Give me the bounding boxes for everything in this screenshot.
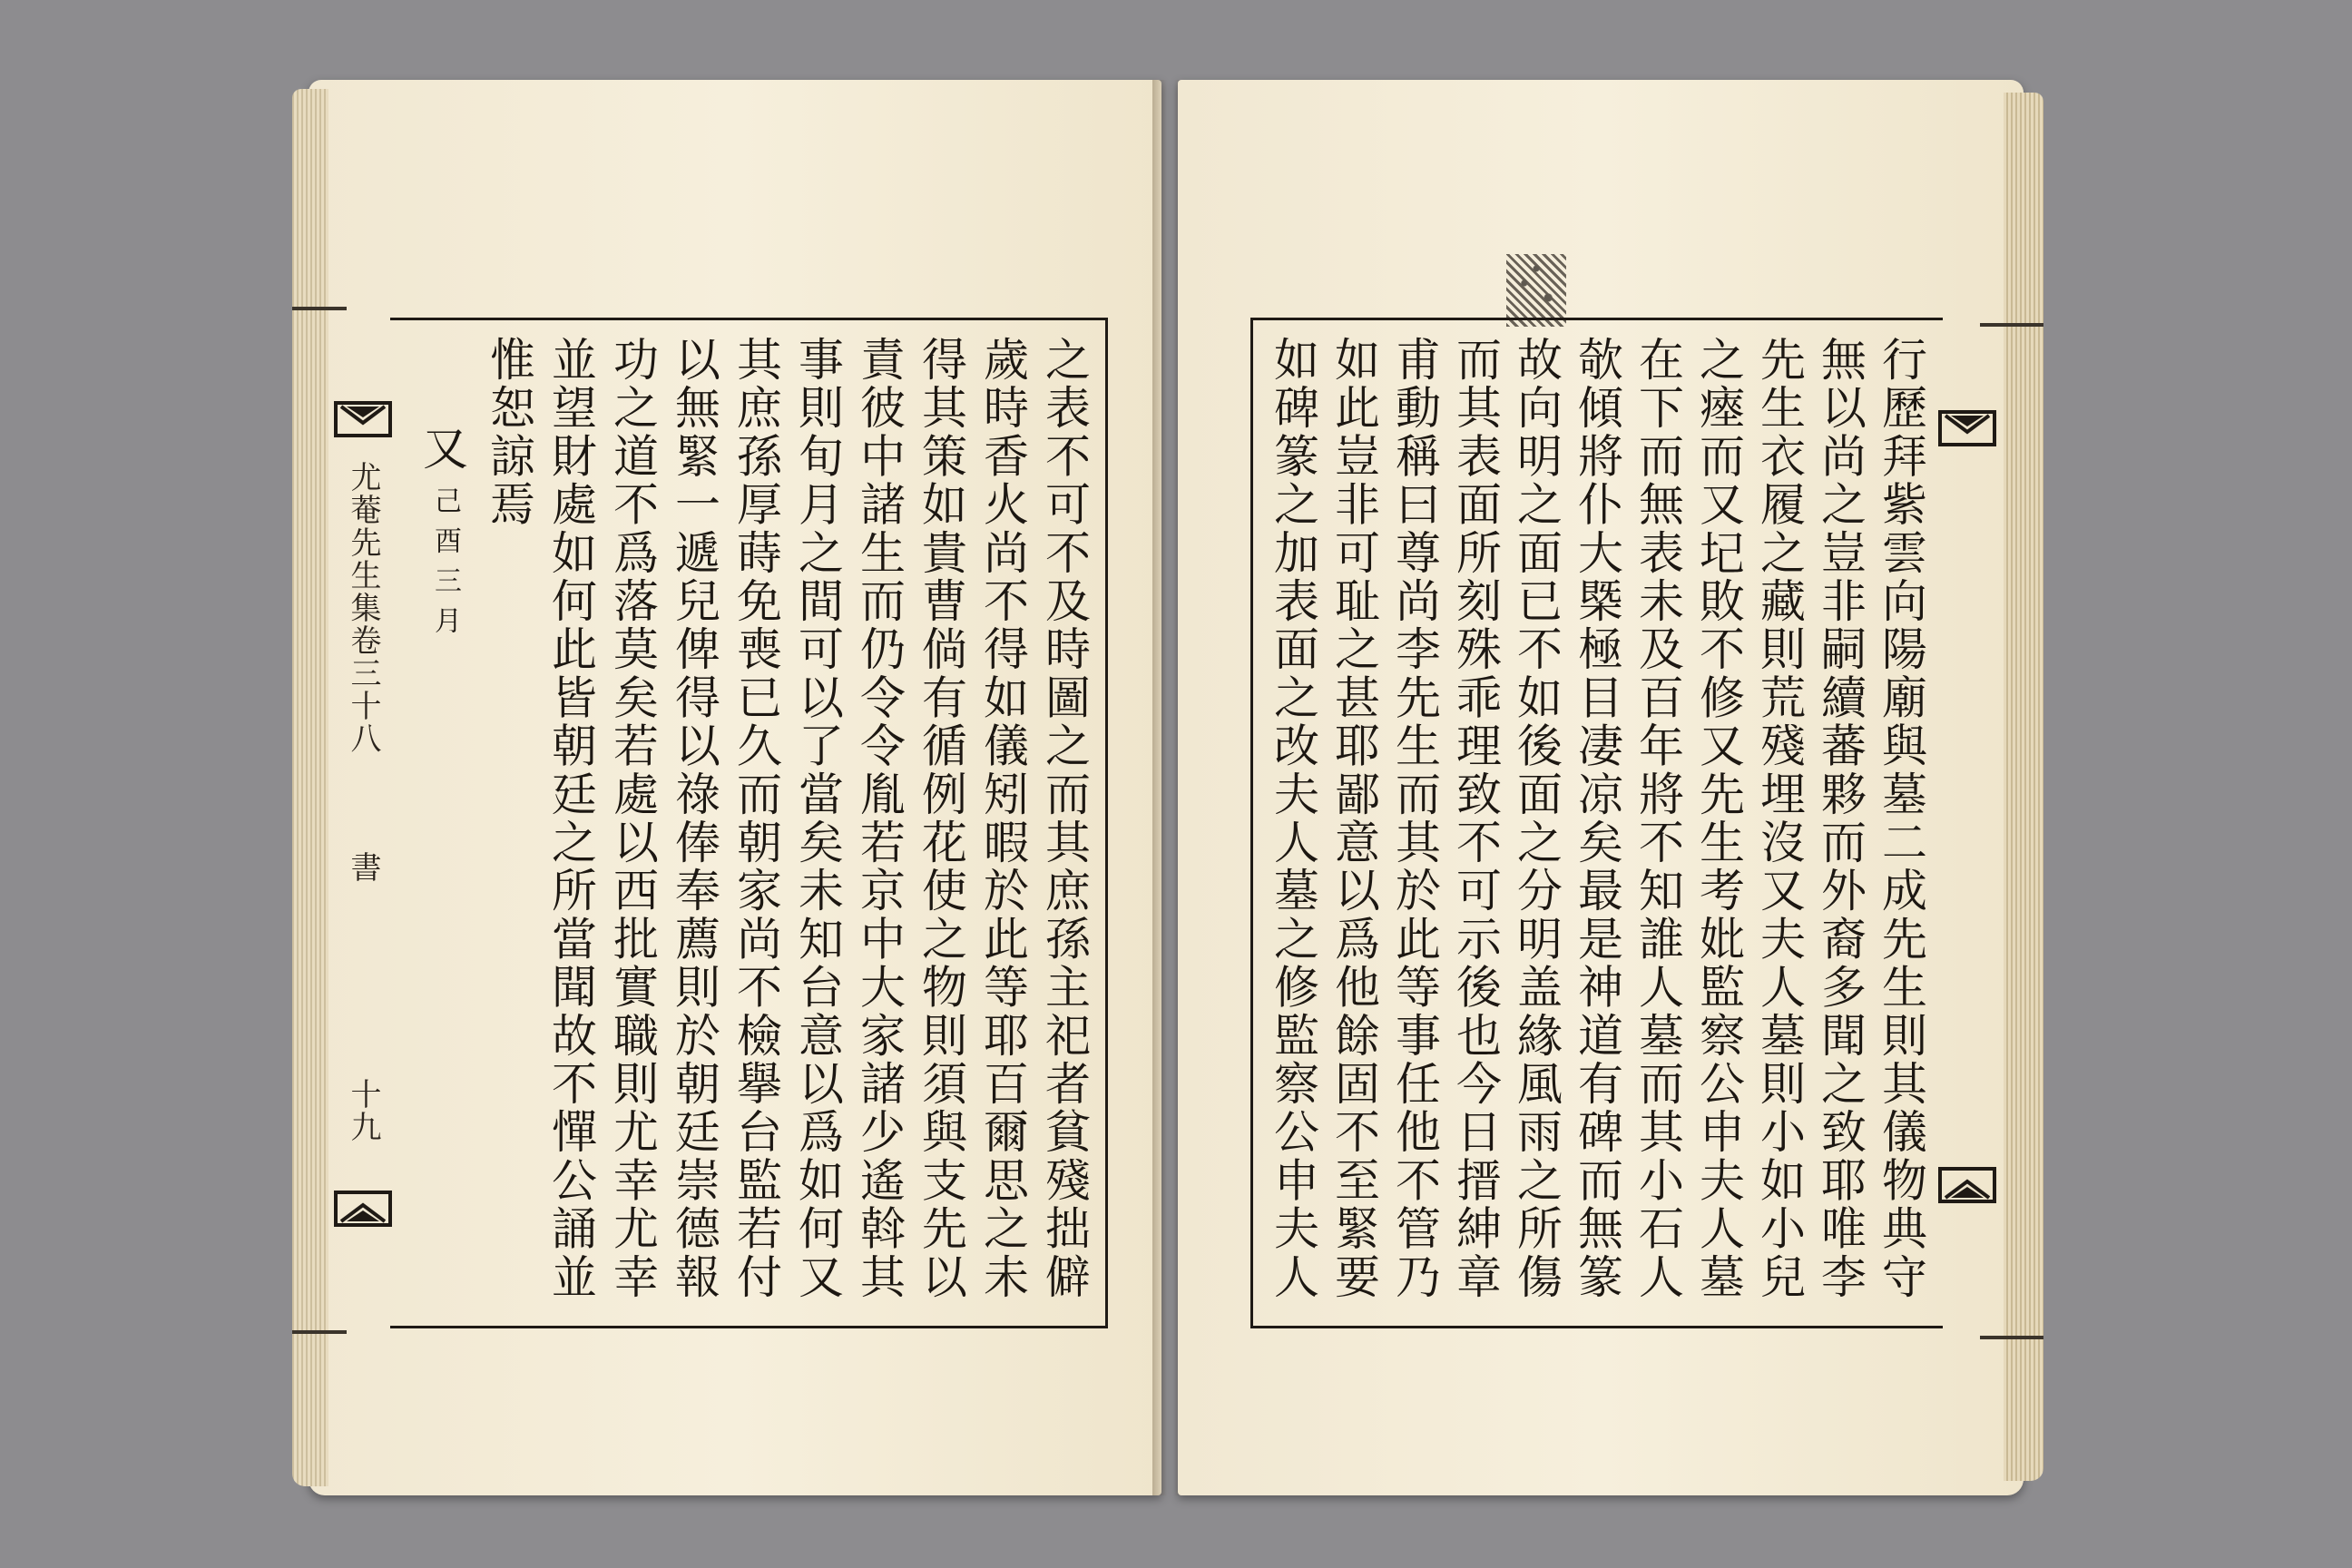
open-book xyxy=(309,80,2024,1495)
text-column: 故向明之面已不如後面之分明盖緣風雨之所傷 xyxy=(1510,336,1563,1301)
text-column: 甫動稱曰尊尚李先生而其於此等事任他不管乃 xyxy=(1388,336,1441,1301)
text-column: 欹傾將仆大槩極目凄凉矣最是神道有碑而無篆 xyxy=(1571,336,1623,1301)
print-damage-mark xyxy=(1506,254,1566,327)
text-column: 其庶孫厚蒔免喪已久而朝家尚不檢擧台監若付 xyxy=(730,336,782,1301)
fishtail-ornament-icon xyxy=(334,399,392,439)
right-page xyxy=(1178,80,2024,1495)
section-label: 書 xyxy=(345,851,381,884)
text-column: 先生衣履之藏則荒殘埋沒又夫人墓則小如小兒 xyxy=(1753,336,1806,1301)
binding-thread xyxy=(292,307,347,310)
page-number: 十九 xyxy=(345,1078,381,1143)
fishtail-ornament-icon xyxy=(334,1189,392,1229)
text-column: 事則旬月之間可以了當矣未知台意以爲如何又 xyxy=(791,336,844,1301)
text-column: 惟恕諒焉 xyxy=(483,336,535,529)
letter-heading: 又 xyxy=(416,425,468,474)
text-column: 得其策如貴曹倘有循例花使之物則須與支先以 xyxy=(915,336,967,1301)
left-page-edge xyxy=(292,89,328,1486)
left-page xyxy=(309,80,1161,1495)
binding-thread xyxy=(1980,1336,2043,1339)
text-column: 功之道不爲落莫矣若處以西批實職則尤幸尤幸 xyxy=(606,336,659,1301)
text-column: 如此豈非可耻之甚耶鄙意以爲他餘固不至緊要 xyxy=(1328,336,1380,1301)
text-column: 之表不可不及時圖之而其庶孫主祀者貧殘拙僻 xyxy=(1038,336,1091,1301)
text-column: 並望財處如何此皆朝廷之所當聞故不憚公誦並 xyxy=(544,336,597,1301)
text-column: 在下而無表未及百年將不知誰人墓而其小石人 xyxy=(1632,336,1684,1301)
right-page-edge xyxy=(2004,93,2043,1481)
date-note: 己酉三月 xyxy=(429,486,461,646)
binding-thread xyxy=(1980,323,2043,327)
text-column: 行歷拜紫雲向陽廟與墓二成先生則其儀物典守 xyxy=(1875,336,1927,1301)
text-column: 之瘞而又圮敗不修又先生考妣監察公申夫人墓 xyxy=(1692,336,1745,1301)
book-title-margin: 尤菴先生集卷三十八 xyxy=(345,461,381,755)
fishtail-ornament-icon xyxy=(1938,1165,1996,1205)
text-column: 如碑篆之加表面之改夫人墓之修監察公申夫人 xyxy=(1267,336,1319,1301)
binding-thread xyxy=(292,1330,347,1334)
text-column: 而其表面所刻殊乖理致不可示後也今日搢紳章 xyxy=(1449,336,1502,1301)
text-column: 歲時香火尚不得如儀矧暇於此等耶百爾思之未 xyxy=(976,336,1029,1301)
fishtail-ornament-icon xyxy=(1938,408,1996,448)
text-column: 以無緊一遞兒俾得以祿俸奉薦則於朝廷崇德報 xyxy=(668,336,720,1301)
text-column: 責彼中諸生而仍令令胤若京中大家諸少遙斡其 xyxy=(853,336,906,1301)
text-column: 無以尚之豈非嗣續蕃夥而外裔多聞之致耶唯李 xyxy=(1814,336,1867,1301)
